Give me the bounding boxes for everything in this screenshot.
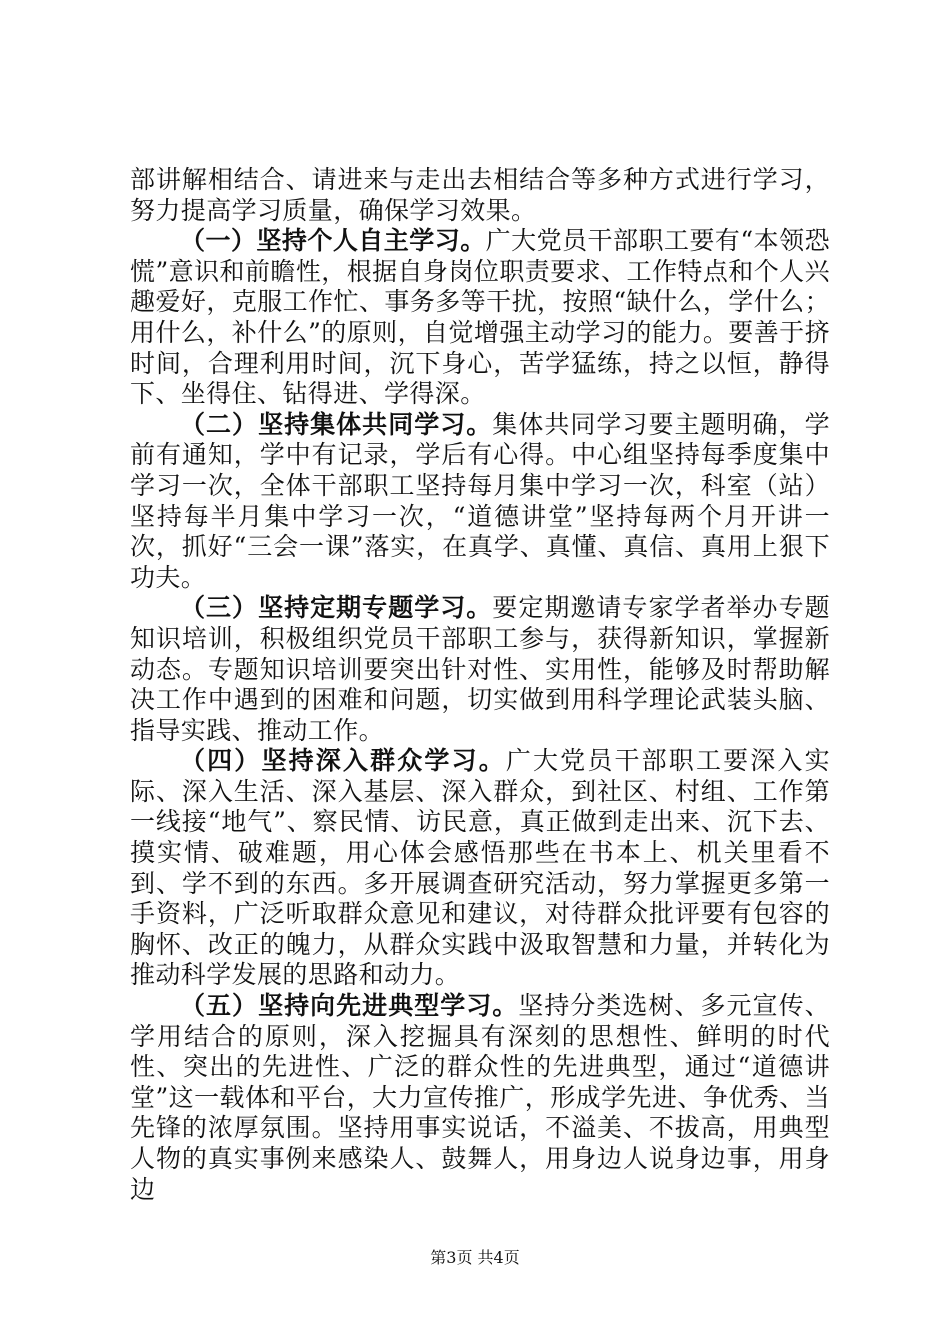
section-paragraph-2 — [130, 410, 830, 594]
section-heading: （二）坚持集体共同学习。 — [180, 409, 493, 439]
section-heading: （四）坚持深入群众学习。 — [180, 746, 506, 776]
section-body: 集体共同学习要主题明确，学前有通知，学中有记录，学后有心得。中心组坚持每季度集中学习一次，全体干部职工坚持每月集中学习一次，科室（站）坚持每半月集中学习一次，“道德讲堂”坚持每两个月开讲一次，抓好“三会一课”落实，在真学、真懂、真信、真用上狠下功夫。 — [130, 409, 830, 592]
section-heading: （三）坚持定期专题学习。 — [180, 593, 493, 623]
document-body — [130, 165, 830, 1205]
section-paragraph-1 — [130, 226, 830, 410]
section-body: 广大党员干部职工要深入实际、深入生活、深入基层、深入群众，到社区、村组、工作第一线接“地气”、察民情、访民意，真正做到走出来、沉下去、摸实情、破难题，用心体会感悟那些在书本上、机关里看不到、学不到的东西。多开展调查研究活动，努力掌握更多第一手资料，广泛听取群众意见和建议，对待群众批评要有包容的胸怀、改正的魄力，从群众实践中汲取智慧和力量，并转化为推动科学发展的思路和动力。 — [130, 746, 830, 990]
section-paragraph-4 — [130, 746, 830, 991]
section-body: 坚持分类选树、多元宣传、学用结合的原则，深入挖掘具有深刻的思想性、鲜明的时代性、突出的先进性、广泛的群众性的先进典型，通过“道德讲堂”这一载体和平台，大力宣传推广，形成学先进、争优秀、当先锋的浓厚氛围。坚持用事实说话，不溢美、不拔高，用典型人物的真实事例来感染人、鼓舞人，用身边人说身边事，用身边 — [130, 991, 830, 1204]
section-heading: （一）坚持个人自主学习。 — [180, 226, 486, 256]
section-paragraph-5 — [130, 991, 830, 1205]
section-body: 广大党员干部职工要有“本领恐慌”意识和前瞻性，根据自身岗位职责要求、工作特点和个人兴趣爱好，克服工作忙、事务多等干扰，按照“缺什么，学什么；用什么，补什么”的原则，自觉增强主动学习的能力。要善于挤时间，合理利用时间，沉下身心，苦学猛练，持之以恒，静得下、坐得住、钻得进、学得深。 — [130, 226, 830, 409]
section-body: 要定期邀请专家学者举办专题知识培训，积极组织党员干部职工参与，获得新知识，掌握新动态。专题知识培训要突出针对性、实用性，能够及时帮助解决工作中遇到的困难和问题，切实做到用科学理论武装头脑、指导实践、推动工作。 — [130, 593, 830, 745]
intro-paragraph: 部讲解相结合、请进来与走出去相结合等多种方式进行学习，努力提高学习质量，确保学习效果。 — [130, 165, 830, 225]
page-footer: 第3页 共4页 — [430, 1248, 520, 1267]
section-paragraph-3 — [130, 593, 830, 746]
section-heading: （五）坚持向先进典型学习。 — [180, 991, 519, 1021]
